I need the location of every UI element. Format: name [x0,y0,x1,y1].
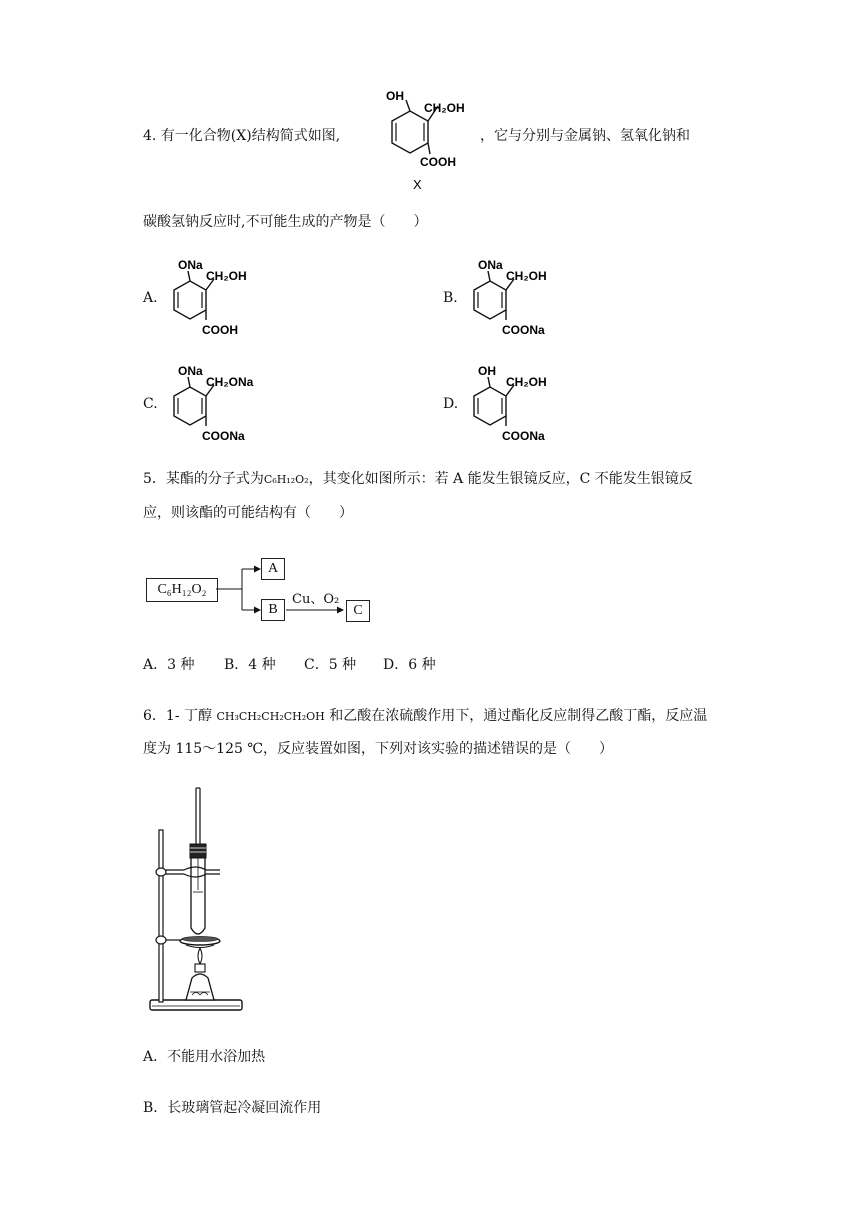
q4-text-after: ，它与分别与金属钠、氢氧化钠和 [480,128,690,144]
q4-option-a-letter: A. [143,290,158,306]
q5-text-a: 某酯的分子式为 [165,471,264,487]
q6-line2: 度为 115～125 ℃，反应装置如图，下列对该实验的描述错误的是（ ） [143,741,614,757]
q6-number: 6． [143,708,166,724]
q4-option-b-top-left: ONa [478,258,503,272]
q4-option-d-top-left: OH [478,364,496,378]
q5-line2: 应，则该酯的可能结构有（ ） [143,505,353,521]
q5-text-b: ，其变化如图所示：若 A 能发生银镜反应，C 不能发生银镜反 [308,471,693,487]
q4-option-c-top-right: CH₂ONa [206,375,254,389]
q6-line1 [143,706,707,727]
q4-option-b-structure [460,254,580,344]
q5-number: 5． [143,471,166,487]
q4-line2: 碳酸氢钠反应时,不可能生成的产物是（ ） [143,214,428,230]
q4-text-before: 有一化合物(X)结构简式如图, [160,128,341,144]
compound-x-structure [368,86,480,192]
q5-option-a: A．3 种 [143,657,195,673]
q5-option-d: D．6 种 [383,657,436,673]
compound-x-top-right: CH₂OH [424,101,465,115]
q4-number: 4. [143,128,157,144]
q4-line1 [143,126,340,146]
q6-text-b: 和乙酸在浓硫酸作用下，通过酯化反应制得乙酸丁酯，反应温 [329,708,708,724]
q5-start-box [146,578,218,602]
q5-node-b-label: B [268,602,278,617]
q4-option-b-bottom: COONa [502,323,545,337]
reflux-apparatus-illustration [140,780,260,1016]
q4-option-a-structure [160,254,270,344]
q5-option-b: B．4 种 [224,657,276,673]
q5-node-b [261,599,285,621]
q6-option-a: A．不能用水浴加热 [143,1049,266,1065]
q5-arrow-label: Cu、O₂ [292,592,340,607]
q6-option-b: B．长玻璃管起冷凝回流作用 [143,1100,322,1116]
compound-x-bottom: COOH [420,155,456,169]
q4-option-c-structure [160,360,280,450]
q4-option-b-top-right: CH₂OH [506,269,547,283]
compound-x-label: X [413,177,422,192]
q5-node-c-label: C [353,603,363,618]
q4-option-c-top-left: ONa [178,364,203,378]
q5-node-a-label: A [267,561,279,576]
q5-option-c: C．5 种 [304,657,357,673]
q4-option-a-top-left: ONa [178,258,203,272]
q4-option-c-letter: C. [143,396,158,412]
q5-start-formula: C₆H₁₂O₂ [157,582,207,597]
q4-option-d-structure [460,360,580,450]
q6-text-a: 1- 丁醇 [165,708,213,724]
q4-option-b-letter: B. [443,290,458,306]
q4-option-a-bottom: COOH [202,323,238,337]
q5-line1 [143,469,693,490]
q5-node-c [346,600,370,622]
q4-option-d-letter: D. [443,396,459,412]
q5-node-a [261,558,285,580]
q4-option-c-bottom: COONa [202,429,245,443]
q4-option-a-top-right: CH₂OH [206,269,247,283]
q4-option-d-bottom: COONa [502,429,545,443]
compound-x-top-left: OH [386,89,404,103]
q5-formula: C₆H₁₂O₂ [263,473,309,486]
q6-alcohol: CH₃CH₂CH₂CH₂OH [216,710,325,723]
q4-option-d-top-right: CH₂OH [506,375,547,389]
